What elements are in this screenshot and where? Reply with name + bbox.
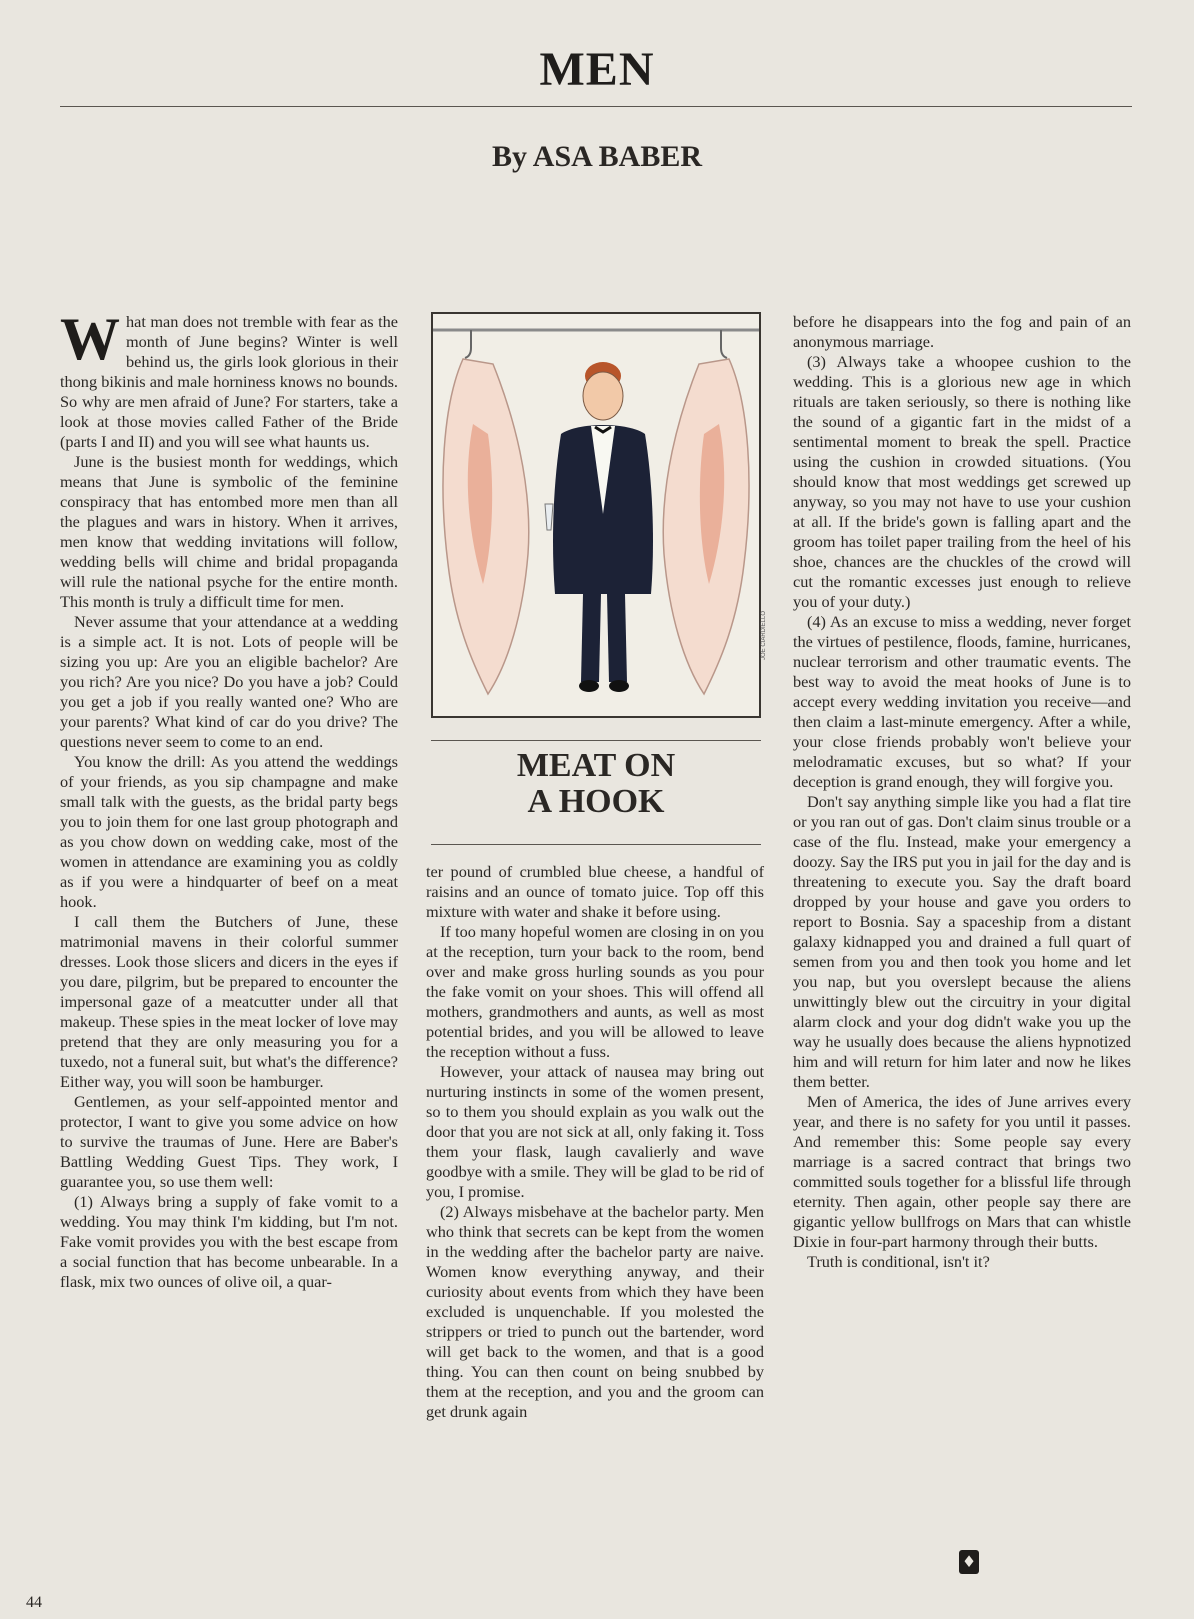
page-number: 44 xyxy=(26,1594,42,1611)
illustration-credit: JOE CIARDIELLO xyxy=(761,610,767,660)
subhead-top-rule xyxy=(431,740,761,741)
paragraph: I call them the Butchers of June, these matrimonial mavens in their colorful summer dresses. Look those slicers and dicers in the eyes if you dare, pilgrim, but be prepared to encounter the impersonal gaze of a meatcutter under all that makeup. These spies in the meat locker of love may pretend that they are only measuring you for a tuxedo, not a funeral suit, but what's the difference? Either way, you will soon be hamburger. xyxy=(60,912,398,1091)
subhead-bottom-rule xyxy=(431,844,761,845)
paragraph: ter pound of crumbled blue cheese, a handful of raisins and an ounce of tomato juice. Top off this mixture with water and shake it before using. xyxy=(426,862,764,921)
paragraph: (1) Always bring a supply of fake vomit to a wedding. You may think I'm kidding, but I'm not. Fake vomit provides you with the best escape from a social function that has become unbearable. In a flask, mix two ounces of olive oil, a quar- xyxy=(60,1192,398,1291)
article-column-3 xyxy=(793,312,1131,1272)
paragraph: Never assume that your attendance at a wedding is a simple act. It is not. Lots of people will be sizing you up: Are you an eligible bachelor? Are you rich? Are you nice? Do you have a job? Could you get a job if you really wanted one? Who are your parents? What kind of car do you drive? The questions never seem to come to an end. xyxy=(60,612,398,751)
drop-cap: W xyxy=(60,306,120,372)
header-divider xyxy=(60,106,1132,107)
paragraph: Men of America, the ides of June arrives every year, and there is no safety for you until it passes. And remember this: Some people say every marriage is a sacred contract that brings two committed souls together for a blissful life through eternity. Then again, other people say there are gigantic yellow bullfrogs on Mars that can whistle Dixie in four-part harmony through their butts. xyxy=(793,1092,1131,1251)
author-byline: By ASA BABER xyxy=(491,140,703,173)
groom-between-hanging-meat-illustration xyxy=(431,312,761,718)
paragraph: (3) Always take a whoopee cushion to the wedding. This is a glorious new age in which rituals are taken seriously, so there is nothing like the sound of a gigantic fart in the midst of a sentimental moment to break the spell. Practice using the cushion in crowded situations. (You should know that most weddings get screwed up anyway, so you may not have to use your cushion at all. If the bride's gown is falling apart and the groom has toilet paper trailing from the heel of his shoe, chances are the chuckles of the crowd will cut the romantic excesses just enough to relieve you of your duty.) xyxy=(793,352,1131,611)
paragraph: Gentlemen, as your self-appointed mentor and protector, I want to give you some advice on how to survive the traumas of June. Here are Baber's Battling Wedding Guest Tips. They work, I guarantee you, so use them well: xyxy=(60,1092,398,1191)
paragraph: before he disappears into the fog and pain of an anonymous marriage. xyxy=(793,312,1131,351)
article-column-1 xyxy=(60,306,398,1292)
column-title: MEN xyxy=(539,43,655,96)
paragraph: hat man does not tremble with fear as the month of June begins? Winter is well behind us, the girls look glorious in their thong bikinis and male horniness knows no bounds. So why are men afraid of June? For starters, take a look at those movies called Father of the Bride (parts I and II) and you will see what haunts us. xyxy=(60,312,398,451)
paragraph: If too many hopeful women are closing in on you at the reception, turn your back to the room, bend over and make gross hurling sounds as you pour the fake vomit on your shoes. This will offend all mothers, grandmothers and aunts, as well as most potential brides, and you will be allowed to leave the reception without a fuss. xyxy=(426,922,764,1061)
paragraph: Don't say anything simple like you had a flat tire or you ran out of gas. Don't claim sinus trouble or a case of the flu. Instead, make your emergency a doozy. Say the IRS put you in jail for the day and is threatening to execute you. Say the draft board dropped by your house and gave you orders to report to Bosnia. Say a spaceship from a distant galaxy kidnapped you and drained a full quart of semen from you and then took you home and let you nap, but you overslept because the aliens unwittingly blew out the circuitry in your digital alarm clock and your dog didn't wake you up the way he usually does because the aliens hypnotized him and will return for him later and now he likes them better. xyxy=(793,792,1131,1091)
subhead-line-2: A HOOK xyxy=(527,783,665,820)
rabbit-head-logo-icon: ♦ xyxy=(959,1550,979,1574)
subhead-line-1: MEAT ON xyxy=(516,747,676,784)
subhead xyxy=(431,748,761,820)
paragraph: Truth is conditional, isn't it? xyxy=(807,1252,990,1271)
article-column-2 xyxy=(426,862,764,1422)
paragraph: However, your attack of nausea may bring out nurturing instincts in some of the women present, so to them you should explain as you walk out the door that you are not sick at all, only faking it. Toss them your flask, laugh cavalierly and wave goodbye with a smile. They will be glad to be rid of you, I promise. xyxy=(426,1062,764,1201)
paragraph: June is the busiest month for weddings, which means that June is symbolic of the feminine conspiracy that has entombed more men than all the plagues and wars in history. When it arrives, men know that wedding invitations will follow, wedding bells will chime and bridal propaganda will rule the national psyche for the entire month. This month is truly a difficult time for men. xyxy=(60,452,398,611)
paragraph: (2) Always misbehave at the bachelor party. Men who think that secrets can be kept from the women in the wedding after the bachelor party are naive. Women know everything anyway, and their curiosity about events from which they have been excluded is unquenchable. If you molested the strippers or tried to punch out the bartender, word will get back to the women, and that is a good thing. You can then count on being snubbed by them at the reception, and you and the groom can get drunk again xyxy=(426,1202,764,1421)
paragraph: (4) As an excuse to miss a wedding, never forget the virtues of pestilence, floods, famine, hurricanes, nuclear terrorism and other traumatic events. The best way to avoid the meat hooks of June is to accept every wedding invitation you receive—and then claim a last-minute emergency. After a while, your close friends probably won't believe your melodramatic excuses, but so what? If your deception is grand enough, they will forgive you. xyxy=(793,612,1131,791)
paragraph: You know the drill: As you attend the weddings of your friends, as you sip champagne and make small talk with the guests, as the bridal party begs you to join them for one last group photograph and as you chow down on wedding cake, most of the women in attendance are examining you as coldly as if you were a hindquarter of beef on a meat hook. xyxy=(60,752,398,911)
